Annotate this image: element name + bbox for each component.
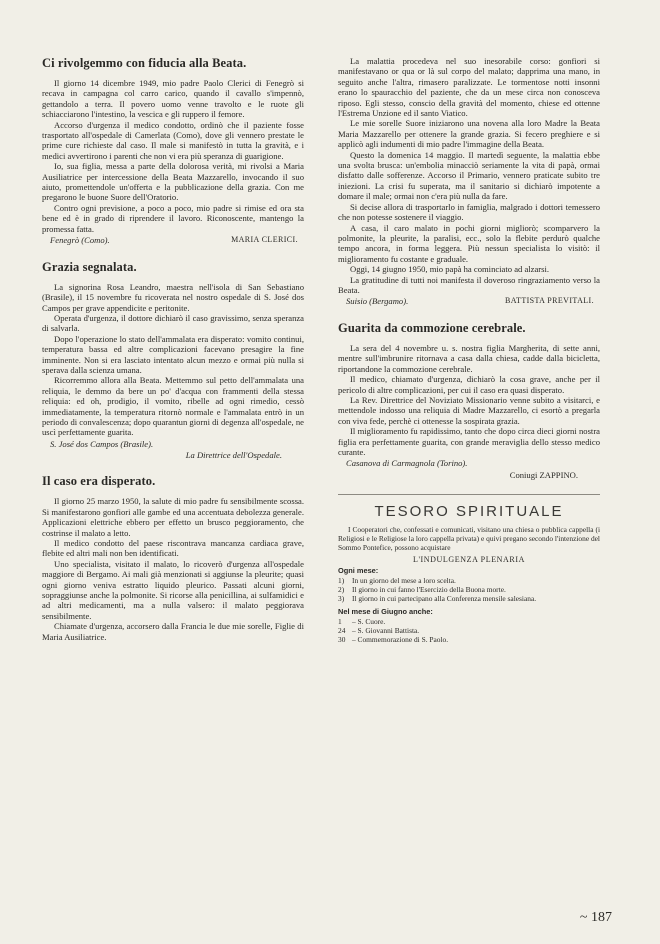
paragraph: Le mie sorelle Suore iniziarono una novena alla loro Madre la Beata Maria Mazzarello per ottenere la grande grazia. Si fecero preghiere e si applicò agli indumenti di mio padre l'immagine della Beata. [338, 118, 600, 150]
list-item-number: 24 [338, 626, 346, 635]
list-item-text: – Commemorazione di S. Paolo. [352, 635, 449, 644]
indulgence-title: L'INDULGENZA PLENARIA [412, 555, 526, 564]
list-item [338, 585, 600, 594]
right-column [338, 56, 600, 644]
paragraph: Chiamate d'urgenza, accorsero dalla Francia le due mie sorelle, Figlie di Maria Ausiliatrice. [42, 621, 304, 642]
paragraph: Operata d'urgenza, il dottore dichiarò il caso gravissimo, senza speranza di salvarla. [42, 312, 304, 334]
list-item-text: – S. Giovanni Battista. [352, 626, 420, 635]
paragraph: Il medico, chiamato d'urgenza, dichiarò la cosa grave, anche per il pericolo di altre complicazioni, per cui il caso era quasi disperato. [338, 374, 600, 395]
tesoro-intro: I Cooperatori che, confessati e comunicati, visitano una chiesa o pubblica cappella (i Religiosi e le Religiose la loro cappella privata) e quivi pregano secondo l'intenzione del Sommo Pontefice, possono acquistare [338, 525, 600, 552]
signature-place: Suisio (Bergamo). [346, 296, 409, 307]
paragraph: Il miglioramento fu rapidissimo, tanto che dopo circa dieci giorni nostra figlia era perfettamente guarita, con grande meraviglia dello stesso medico curante. [338, 426, 600, 457]
article-caso-disperato [42, 474, 304, 642]
article-title: Grazia segnalata. [42, 259, 137, 274]
paragraph: Dopo l'operazione lo stato dell'ammalata era disperato: vomito continui, temperatura bassa ed altre complicazioni facevano presagire la fine imminente. Non si era lasciato intentato alcun mezzo e ormai più nulla si sperava dalla scienza umana. [42, 333, 304, 375]
left-column [42, 56, 304, 656]
page-number: ~ 187 [579, 910, 612, 925]
paragraph: Io, sua figlia, messa a parte della dolorosa verità, mi rivolsi a Maria Ausiliatrice per intercessione della Beata Mazzarello, invocando il suo aiuto, promettendole un'offerta e la pubblicazione della grazia. Con me pregarono le buone Suore dell'Oratorio. [42, 161, 304, 203]
list-item-text: – S. Cuore. [352, 617, 386, 626]
paragraph: La gratitudine di tutti noi manifesta il doveroso ringraziamento verso la Beata. [338, 274, 600, 295]
article-title: Il caso era disperato. [42, 474, 156, 489]
paragraph: Ricorremmo allora alla Beata. Mettemmo sul petto dell'ammalata una reliquia, le demmo da bere un po' d'acqua con frammenti della stessa reliquia: ed oh, prodigio, il vomito, ribelle ad ogni rimedio, cessò immediatamente, la temperatura ritornò normale e l'ammalata entrò in un periodo di convalescenza; dopo quarantun giorni di degenza all'ospedale, ne uscì perfettamente guarita. [42, 375, 304, 438]
signature-author: MARIA CLERICI. [231, 235, 298, 245]
list-item [338, 626, 600, 635]
article-title: Guarita da commozione cerebrale. [338, 320, 526, 335]
article-grazia-segnalata [42, 260, 304, 461]
monthly-heading: Ogni mese: [338, 566, 379, 575]
signature-place: Fenegrò (Como). [50, 235, 110, 246]
article-guarita-commozione [338, 321, 600, 480]
list-item-number: 1 [338, 617, 342, 626]
article-ci-rivolgemmo [42, 56, 304, 246]
list-item-text: In un giorno del mese a loro scelta. [352, 576, 456, 585]
paragraph: La signorina Rosa Leandro, maestra nell'isola di San Sebastiano (Brasile), il 15 novembre fu ricoverata nel nostro ospedale di S. José dos Campos per grave appendicite e peritonite. [42, 281, 304, 313]
paragraph: Contro ogni previsione, a poco a poco, mio padre si rimise ed ora sta bene ed è in grado di riprendere il lavoro. Riconoscente, mantengo la promessa fatta. [42, 202, 304, 234]
article-caso-disperato-continued [338, 56, 600, 307]
list-item-text: Il giorno in cui partecipano alla Conferenza mensile salesiana. [352, 594, 537, 603]
signature-author: BATTISTA PREVITALI. [505, 296, 594, 306]
paragraph: Questo la domenica 14 maggio. Il martedì seguente, la malattia ebbe una svolta brusca: un'embolia minacciò seriamente la vita di papà, ormai disfatto dalle sofferenze. Accorso il Primario, vennero praticate subito tre iniezioni. La crisi fu superata, ma il sanitario si dichiarò impotente a domare il male; ormai non c'era più nulla da fare. [338, 149, 600, 202]
signature-author: La Direttrice dell'Ospedale. [185, 450, 282, 461]
tesoro-spirituale-box [338, 494, 600, 644]
list-item-text: Il giorno in cui fanno l'Esercizio della Buona morte. [352, 585, 506, 594]
paragraph: La Rev. Direttrice del Noviziato Missionario venne subito a visitarci, e mettendole indosso una reliquia di Madre Mazzarello, ci esortò a pregarla con viva fede, perchè ci ottenesse la sospirata grazia. [338, 394, 600, 426]
signature [42, 235, 304, 246]
signature-author: Coniugi ZAPPINO. [509, 470, 578, 480]
signature [338, 296, 600, 307]
list-item-number: 1) [338, 576, 345, 585]
signature-place [338, 458, 600, 469]
signature-place: S. José dos Campos (Brasile). [50, 438, 154, 449]
list-item-number: 2) [338, 585, 345, 594]
paragraph: Oggi, 14 giugno 1950, mio papà ha cominciato ad alzarsi. [350, 264, 550, 275]
paragraph: Il medico condotto del paese riscontrava mancanza cardiaca grave, flebite ed altri mali non ben identificati. [42, 538, 304, 559]
paragraph: Uno specialista, visitato il malato, lo ricoverò d'urgenza all'ospedale maggiore di Bergamo. Ai mali già menzionati si aggiunse la pleurite; quasi ogni giorno veniva estratto liquido pleurico. Passati alcuni giorni, sopraggiunse anche la polmonite. Si ricorse alla penicillina, ai sulfamidici e ad altri medicamenti, ma a nulla valsero: il malato peggiorava sensibilmente. [42, 558, 304, 621]
list-item-number: 30 [338, 635, 346, 644]
paragraph: La sera del 4 novembre u. s. nostra figlia Margherita, di sette anni, mentre sull'imbrunire ritornava a casa dalla chiesa, cadde dalla bicicletta, riportandone la commozione cerebrale. [338, 342, 600, 374]
tesoro-title: TESORO SPIRITUALE [374, 503, 564, 520]
list-item-number: 3) [338, 594, 345, 603]
list-item [338, 594, 600, 603]
paragraph: Il giorno 25 marzo 1950, la salute di mio padre fu sensibilmente scossa. Si manifestarono gonfiori alle gambe ed una accentuata debolezza generale. Applicazioni elettriche ebbero per effetto un brusco peggioramento, che costrinse il malato a letto. [42, 496, 304, 538]
article-title: Ci rivolgemmo con fiducia alla Beata. [42, 56, 247, 70]
list-item [338, 617, 600, 626]
june-heading: Nel mese di Giugno anche: [338, 607, 433, 616]
list-item [338, 576, 600, 585]
paragraph: La malattia procedeva nel suo inesorabile corso: gonfiori si manifestavano or qua or là sul corpo del malato; dapprima una mano, in seguito anche l'altra, rimasero paralizzate. Le tormentose notti insonni erano lo spauracchio del paziente, che da un mese circa non conosceva riposo. Egli stesso, conscio della gravità del momento, chiese ed ottenne l'Estrema Unzione ed il santo Viatico. [338, 56, 600, 119]
signature-place-text: Casanova di Carmagnola (Torino). [346, 458, 468, 469]
paragraph: Il giorno 14 dicembre 1949, mio padre Paolo Clerici di Fenegrò si recava in campagna col carro carico, quando il cavallo s'impennò, gettandolo a terra. Il povero uomo venne travolto e le ruote gli schiacciarono l'intestino, la vescica e gli ruppero il femore. [42, 78, 304, 120]
list-item [338, 635, 600, 644]
paragraph: A casa, il caro malato in pochi giorni migliorò; scomparvero la polmonite, la pleurite, la paralisi, ecc., solo la flebite perdurò qualche tempo ancora, in forma leggera. Più nessun specialista lo visitò: il miglioramento fu costante e graduale. [338, 222, 600, 264]
signature [42, 439, 304, 450]
paragraph: Accorso d'urgenza il medico condotto, ordinò che il paziente fosse trasportato all'ospedale di Camerlata (Como), dove gli vennero prestate le prime cure richieste dal caso. Il male si manifestò in tutta la gravità, e i medici avvertirono i parenti che non vi era più speranza di guarigione. [42, 119, 304, 161]
paragraph: Si decise allora di trasportarlo in famiglia, malgrado i dottori temessero che non potesse sostenere il viaggio. [338, 201, 600, 223]
